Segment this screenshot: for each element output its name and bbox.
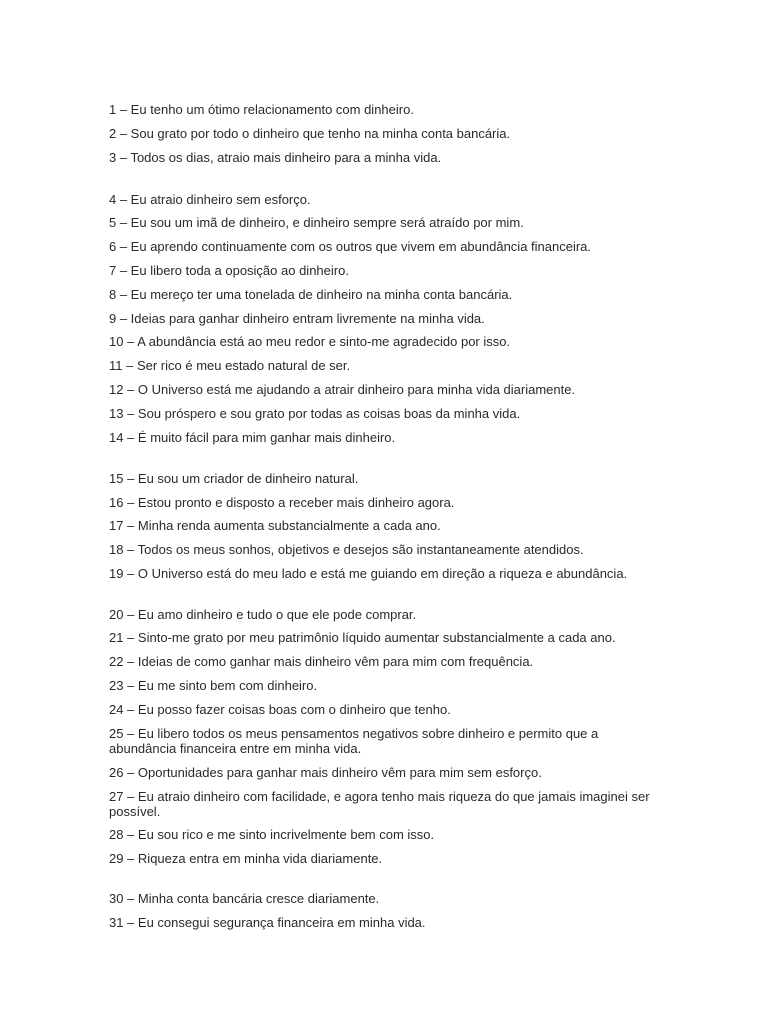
affirmation-line: 6 – Eu aprendo continuamente com os outros que vivem em abundância financeira. bbox=[109, 239, 592, 254]
affirmation-line: 13 – Sou próspero e sou grato por todas as coisas boas da minha vida. bbox=[109, 406, 521, 421]
affirmation-line: 18 – Todos os meus sonhos, objetivos e desejos são instantaneamente atendidos. bbox=[109, 542, 584, 557]
affirmation-line: 12 – O Universo está me ajudando a atrair dinheiro para minha vida diariamente. bbox=[109, 382, 576, 397]
affirmation-line: 15 – Eu sou um criador de dinheiro natural. bbox=[109, 471, 359, 486]
affirmation-line: 19 – O Universo está do meu lado e está me guiando em direção a riqueza e abundância. bbox=[109, 566, 628, 581]
affirmation-line: 3 – Todos os dias, atraio mais dinheiro para a minha vida. bbox=[109, 150, 442, 165]
affirmation-line: 9 – Ideias para ganhar dinheiro entram livremente na minha vida. bbox=[109, 311, 485, 326]
affirmation-line: 16 – Estou pronto e disposto a receber mais dinheiro agora. bbox=[109, 495, 455, 510]
affirmation-line: 4 – Eu atraio dinheiro sem esforço. bbox=[109, 192, 311, 207]
affirmation-line: 29 – Riqueza entra em minha vida diariamente. bbox=[109, 851, 383, 866]
affirmation-line: 17 – Minha renda aumenta substancialmente a cada ano. bbox=[109, 518, 441, 533]
affirmation-line: 27 – Eu atraio dinheiro com facilidade, e agora tenho mais riqueza do que jamais imaginei ser possível. bbox=[109, 789, 650, 819]
affirmation-line: 23 – Eu me sinto bem com dinheiro. bbox=[109, 678, 318, 693]
affirmation-line: 7 – Eu libero toda a oposição ao dinheiro. bbox=[109, 263, 349, 278]
affirmation-line: 26 – Oportunidades para ganhar mais dinheiro vêm para mim sem esforço. bbox=[109, 765, 542, 780]
affirmation-line: 8 – Eu mereço ter uma tonelada de dinheiro na minha conta bancária. bbox=[109, 287, 513, 302]
affirmation-line: 1 – Eu tenho um ótimo relacionamento com dinheiro. bbox=[109, 102, 414, 117]
affirmation-line: 5 – Eu sou um imã de dinheiro, e dinheiro sempre será atraído por mim. bbox=[109, 215, 524, 230]
affirmation-line: 31 – Eu consegui segurança financeira em minha vida. bbox=[109, 915, 426, 930]
affirmation-line: 11 – Ser rico é meu estado natural de ser. bbox=[109, 358, 351, 373]
affirmation-line: 24 – Eu posso fazer coisas boas com o dinheiro que tenho. bbox=[109, 702, 451, 717]
affirmation-line: 21 – Sinto-me grato por meu patrimônio líquido aumentar substancialmente a cada ano. bbox=[109, 630, 616, 645]
affirmation-line: 22 – Ideias de como ganhar mais dinheiro vêm para mim com frequência. bbox=[109, 654, 534, 669]
affirmation-line: 25 – Eu libero todos os meus pensamentos negativos sobre dinheiro e permito que a abundância financeira entre em minha vida. bbox=[109, 726, 599, 756]
affirmation-line: 28 – Eu sou rico e me sinto incrivelmente bem com isso. bbox=[109, 827, 435, 842]
affirmation-line: 20 – Eu amo dinheiro e tudo o que ele pode comprar. bbox=[109, 607, 417, 622]
affirmation-line: 10 – A abundância está ao meu redor e sinto-me agradecido por isso. bbox=[109, 334, 511, 349]
affirmation-line: 30 – Minha conta bancária cresce diariamente. bbox=[109, 891, 380, 906]
affirmation-line: 14 – É muito fácil para mim ganhar mais dinheiro. bbox=[109, 430, 396, 445]
affirmation-line: 2 – Sou grato por todo o dinheiro que tenho na minha conta bancária. bbox=[109, 126, 511, 141]
